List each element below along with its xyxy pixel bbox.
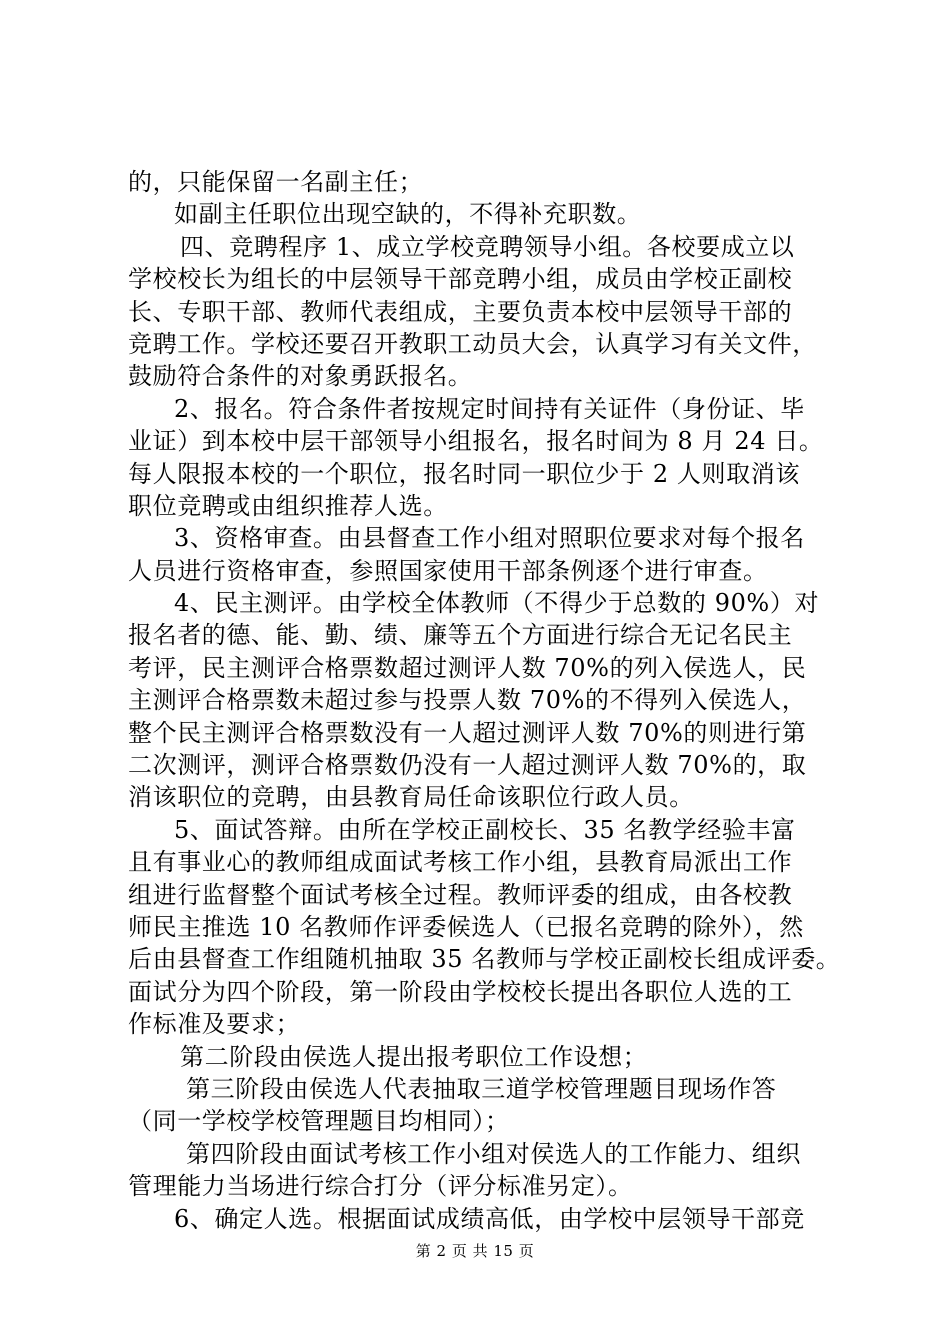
- text-line: 3、资格审查。由县督查工作小组对照职位要求对每个报名: [174, 524, 805, 553]
- text-line: 6、确定人选。根据面试成绩高低，由学校中层领导干部竞: [174, 1204, 805, 1233]
- text-line: 整个民主测评合格票数没有一人超过测评人数 70%的则进行第: [128, 718, 807, 747]
- text-line: 报名者的德、能、勤、绩、廉等五个方面进行综合无记名民主: [128, 621, 793, 650]
- text-line: 管理能力当场进行综合打分（评分标准另定）。: [128, 1172, 633, 1201]
- text-line: 长、专职干部、教师代表组成，主要负责本校中层领导干部的: [128, 297, 793, 326]
- text-line: 第三阶段由侯选人代表抽取三道学校管理题目现场作答: [186, 1074, 777, 1103]
- page-number-footer: 第 2 页 共 15 页: [415, 1242, 535, 1260]
- text-line: 4、民主测评。由学校全体教师（不得少于总数的 90%）对: [174, 589, 820, 618]
- text-line: 考评，民主测评合格票数超过测评人数 70%的列入侯选人，民: [128, 653, 807, 682]
- text-line: 鼓励符合条件的对象勇跃报名。: [128, 362, 473, 391]
- text-line: 每人限报本校的一个职位，报名时同一职位少于 2 人则取消该: [128, 459, 800, 488]
- text-line: 组进行监督整个面试考核全过程。教师评委的组成，由各校教: [128, 880, 793, 909]
- text-line: 师民主推选 10 名教师作评委候选人（已报名竞聘的除外），然: [128, 912, 804, 941]
- text-line: （同一学校学校管理题目均相同）；: [128, 1107, 510, 1136]
- text-line: 后由县督查工作组随机抽取 35 名教师与学校正副校长组成评委。: [128, 945, 841, 974]
- text-line: 面试分为四个阶段，第一阶段由学校校长提出各职位人选的工: [128, 977, 793, 1006]
- text-line: 人员进行资格审查，参照国家使用干部条例逐个进行审查。: [128, 556, 768, 585]
- text-line: 学校校长为组长的中层领导干部竞聘小组，成员由学校正副校: [128, 265, 793, 294]
- text-line: 竞聘工作。学校还要召开教职工动员大会，认真学习有关文件，: [128, 329, 817, 358]
- text-line: 第四阶段由面试考核工作小组对侯选人的工作能力、组织: [186, 1139, 801, 1168]
- text-line: 二次测评，测评合格票数仍没有一人超过测评人数 70%的，取: [128, 751, 807, 780]
- text-line: 第二阶段由侯选人提出报考职位工作设想；: [180, 1042, 648, 1071]
- text-line: 主测评合格票数未超过参与投票人数 70%的不得列入侯选人，: [128, 686, 807, 715]
- text-line: 四、竞聘程序 1、成立学校竞聘领导小组。各校要成立以: [180, 232, 795, 261]
- text-line: 2、报名。符合条件者按规定时间持有关证件（身份证、毕: [174, 394, 805, 423]
- text-line: 消该职位的竞聘，由县教育局任命该职位行政人员。: [128, 783, 694, 812]
- text-line: 作标准及要求；: [128, 1010, 301, 1039]
- text-line: 5、面试答辩。由所在学校正副校长、35 名教学经验丰富: [174, 815, 796, 844]
- text-line: 业证）到本校中层干部领导小组报名，报名时间为 8 月 24 日。: [128, 427, 824, 456]
- text-line: 职位竞聘或由组织推荐人选。: [128, 491, 448, 520]
- text-line: 如副主任职位出现空缺的，不得补充职数。: [174, 200, 642, 229]
- document-body: [128, 166, 841, 1235]
- text-line: 且有事业心的教师组成面试考核工作小组，县教育局派出工作: [128, 848, 793, 877]
- text-line: 的，只能保留一名副主任；: [128, 168, 424, 196]
